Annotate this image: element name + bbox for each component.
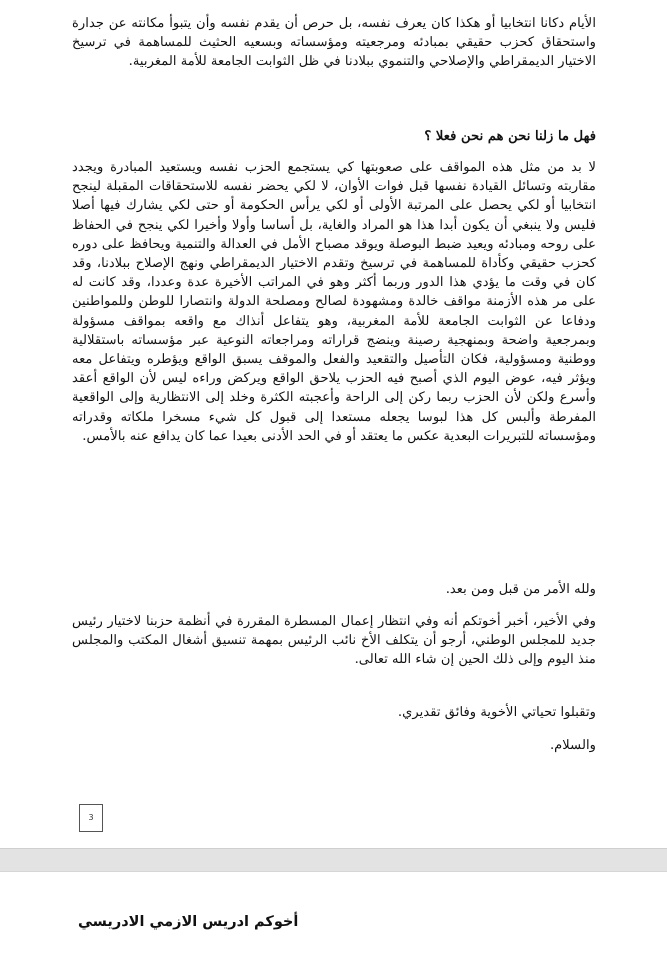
paragraph-final-note [72,612,596,670]
page-number: 3 [79,804,103,832]
signature-text: أخوكم ادريس الازمي الادريسي [78,914,299,930]
paragraph-salutation [72,736,596,755]
paragraph-question [72,127,596,146]
paragraph-text: ولله الأمر من قبل ومن بعد. [445,582,596,597]
paragraph-closing-phrase [72,580,596,599]
paragraph-intro [72,14,596,72]
paragraph-text: والسلام. [549,738,596,753]
paragraph-text: الأيام دكانا انتخابيا أو هكذا كان يعرف نفسه، بل حرص أن يقدم نفسه وأن يتبوأ مكانته عن جدارة واستحقاق كحزب حقيقي بمبادئه ومرجعيته ومؤسساته وبسعيه الحثيث للمساهمة في ترسيخ الاختيار الديمقراطي والإصلاحي والتنموي ببلادنا في ظل الثوابت الجامعة للأمة المغربية. [72,16,596,70]
page-separator [0,848,667,872]
paragraph-main [72,158,596,446]
question-text: فهل ما زلنا نحن هم نحن فعلا ؟ [424,129,596,144]
paragraph-text: وتقبلوا تحياتي الأخوية وفائق تقديري. [397,705,596,720]
paragraph-greetings [72,703,596,722]
paragraph-text: وفي الأخير، أخبر أخوتكم أنه وفي انتظار إعمال المسطرة المقررة في أنظمة حزبنا لاختيار رئيس جديد للمجلس الوطني، أرجو أن يتكلف الأخ نائب الرئيس بمهمة تنسيق أشغال المكتب والمجلس منذ اليوم وإلى ذلك الحين إن شاء الله تعالى. [72,614,596,668]
paragraph-text: لا بد من مثل هذه المواقف على صعوبتها كي يستجمع الحزب نفسه ويستعيد المبادرة ويجدد مقاربته وتسائل القيادة نفسها قبل فوات الأوان، لا لكي يحضر نفسه للاستحقاقات المقبلة لينجح انتخابيا أو لكي يحصل على المرتبة الأولى أو لكي يرأس الحكومة أو حتى لكي يشارك فيها أصلا فليس ولا ينبغي أن يكون أبدا هذا هو المراد والغاية، بل أساسا وأولا وأخيرا لكي ينجح في الحفاظ على روحه ومبادئه ويعيد ضبط البوصلة ويوقد مصباح الأمل في العدالة والتنمية ويحافظ على دوره كحزب حقيقي وكأداة للمساهمة في ترسيخ وتقدم الاختيار الديمقراطي ونهج الإصلاح ببلادنا، وقد كان في وقت ما يؤدي هذا الدور وربما أكثر وهو في المراتب الأخيرة عدة وعددا، وقد كانت له على مر هذه الأزمنة مواقف خالدة ومشهودة لصالح ومصلحة الدولة وانتصارا للوطن وللمواطنين ودفاعا عن الثوابت الجامعة للأمة المغربية، وهو يتفاعل أنذاك مع واقعه بمواقف مسؤولة وبمرجعية واضحة وبمنهجية رصينة وينضج قراراته ومراجعاته النوعية عبر مؤسساته باستقلالية ووطنية ومسؤولية، فكان التأصيل والتقعيد والفعل والموقف يسبق الواقع ويؤطره ويتفاعل معه ويؤثر فيه، عوض اليوم الذي أصبح فيه الحزب يلاحق الواقع ويركض وراءه ليس لأن الواقع أعقد وأسرع ولكن لأن الحزب ربما ركن إلى الراحة وأعجبته الكثرة وخلد إلى الانتظارية وإلى الواقعية المفرطة وألبس كل هذا لبوسا يجعله مستعدا إلى قبول كل شيء مسخرا ملكاته وقدراته ومؤسساته للتبريرات البعدية عكس ما يعتقد أو في الحد الأدنى بعيدا عما كان يدافع عنه بالأمس. [72,160,596,444]
signature-line [0,914,667,930]
